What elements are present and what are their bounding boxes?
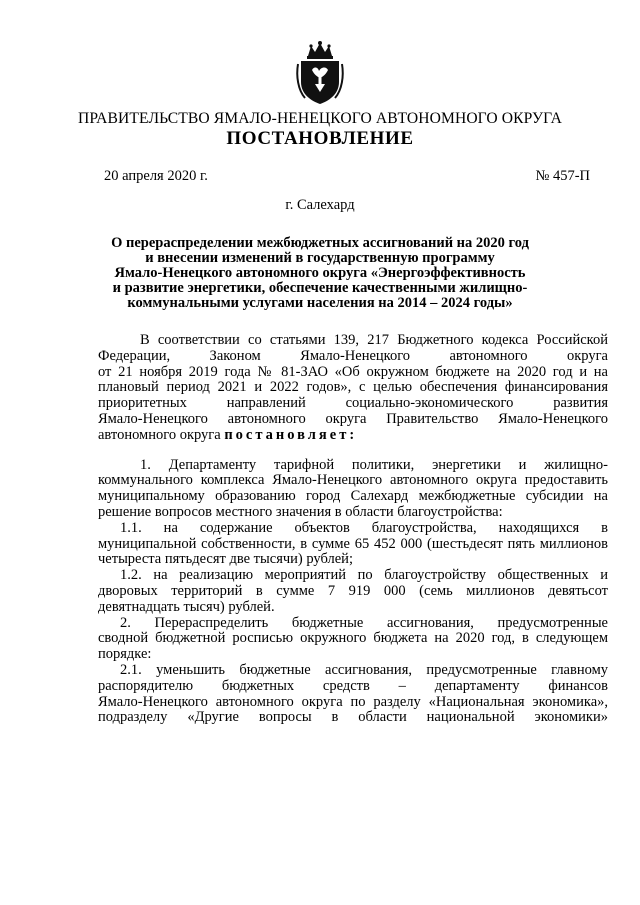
text-line: Ямало-Ненецкого автономного округа Правительство Ямало-Ненецкого xyxy=(98,410,608,427)
decree-word: постановляет: xyxy=(224,426,358,443)
text-line: В соответствии со статьями 139, 217 Бюджетного кодекса Российской xyxy=(140,332,608,348)
text-line: плановый период 2021 и 2022 годов», с целью обеспечения финансирования xyxy=(98,379,608,396)
coat-of-arms-icon xyxy=(295,40,345,106)
item-1-1-paragraph xyxy=(98,521,608,568)
text-line: 1.1. на содержание объектов благоустройства, находящихся в xyxy=(120,519,608,536)
text-line: дворовых территорий в сумме 7 919 000 (семь миллионов девятьсот xyxy=(98,582,608,599)
text-line: приоритетных направлений социально-экономического развития xyxy=(98,395,608,412)
preamble-paragraph xyxy=(98,333,608,444)
title-line: и развитие энергетики, обеспечение качественными жилищно- xyxy=(112,280,528,296)
document-place: г. Салехард xyxy=(285,197,355,213)
document-title xyxy=(0,236,640,311)
title-line: Ямало-Ненецкого автономного округа «Энергоэффективность xyxy=(114,265,526,281)
text-line: решение вопросов местного значения в области благоустройства: xyxy=(98,503,503,520)
text-line: сводной бюджетной росписью окружного бюджета на 2020 год, в следующем xyxy=(98,630,608,647)
document-body xyxy=(98,333,608,726)
item-2-1-paragraph xyxy=(98,663,608,726)
text-line: девятнадцать тысяч) рублей. xyxy=(98,598,275,615)
title-line: О перераспределении межбюджетных ассигнований на 2020 год xyxy=(111,235,529,251)
text-line: муниципальной собственности, в сумме 65 452 000 (шестьдесят пять миллионов xyxy=(98,535,608,552)
title-line: коммунальными услугами населения на 2014 – 2024 годы» xyxy=(127,295,513,311)
document-number: № 457-П xyxy=(535,168,590,184)
text-line: Ямало-Ненецкого автономного округа по разделу «Национальная экономика», xyxy=(98,693,608,710)
title-line: и внесении изменений в государственную программу xyxy=(145,250,495,266)
item-2-paragraph xyxy=(98,616,608,663)
text-line xyxy=(98,428,608,444)
text-fragment: автономного округа xyxy=(98,426,225,443)
text-line: 1.2. на реализацию мероприятий по благоустройству общественных и xyxy=(120,567,608,584)
text-line: Федерации, Законом Ямало-Ненецкого автономного округа xyxy=(98,347,608,364)
text-line: 2. Перераспределить бюджетные ассигнования, предусмотренные xyxy=(120,614,608,631)
text-line: от 21 ноября 2019 года № 81-ЗАО «Об окружном бюджете на 2020 год и на xyxy=(98,363,608,380)
text-line: распорядителю бюджетных средств – департаменту финансов xyxy=(98,677,608,694)
item-1-2-paragraph xyxy=(98,568,608,615)
text-line: коммунального комплекса Ямало-Ненецкого автономного округа предоставить xyxy=(98,472,608,489)
item-1-paragraph xyxy=(98,458,608,521)
text-line: подразделу «Другие вопросы в области национальной экономики» xyxy=(98,709,608,726)
text-line: четыреста пятьдесят две тысячи) рублей; xyxy=(98,551,353,568)
text-line: 1. Департаменту тарифной политики, энергетики и жилищно- xyxy=(140,456,608,473)
government-name: ПРАВИТЕЛЬСТВО ЯМАЛО-НЕНЕЦКОГО АВТОНОМНОГО ОКРУГА xyxy=(78,110,562,127)
text-line: 2.1. уменьшить бюджетные ассигнования, предусмотренные главному xyxy=(120,661,608,678)
text-line: порядке: xyxy=(98,646,152,663)
document-date: 20 апреля 2020 г. xyxy=(104,168,208,184)
document-type: ПОСТАНОВЛЕНИЕ xyxy=(226,128,414,149)
text-line: муниципальному образованию город Салехард межбюджетные субсидии на xyxy=(98,488,608,505)
